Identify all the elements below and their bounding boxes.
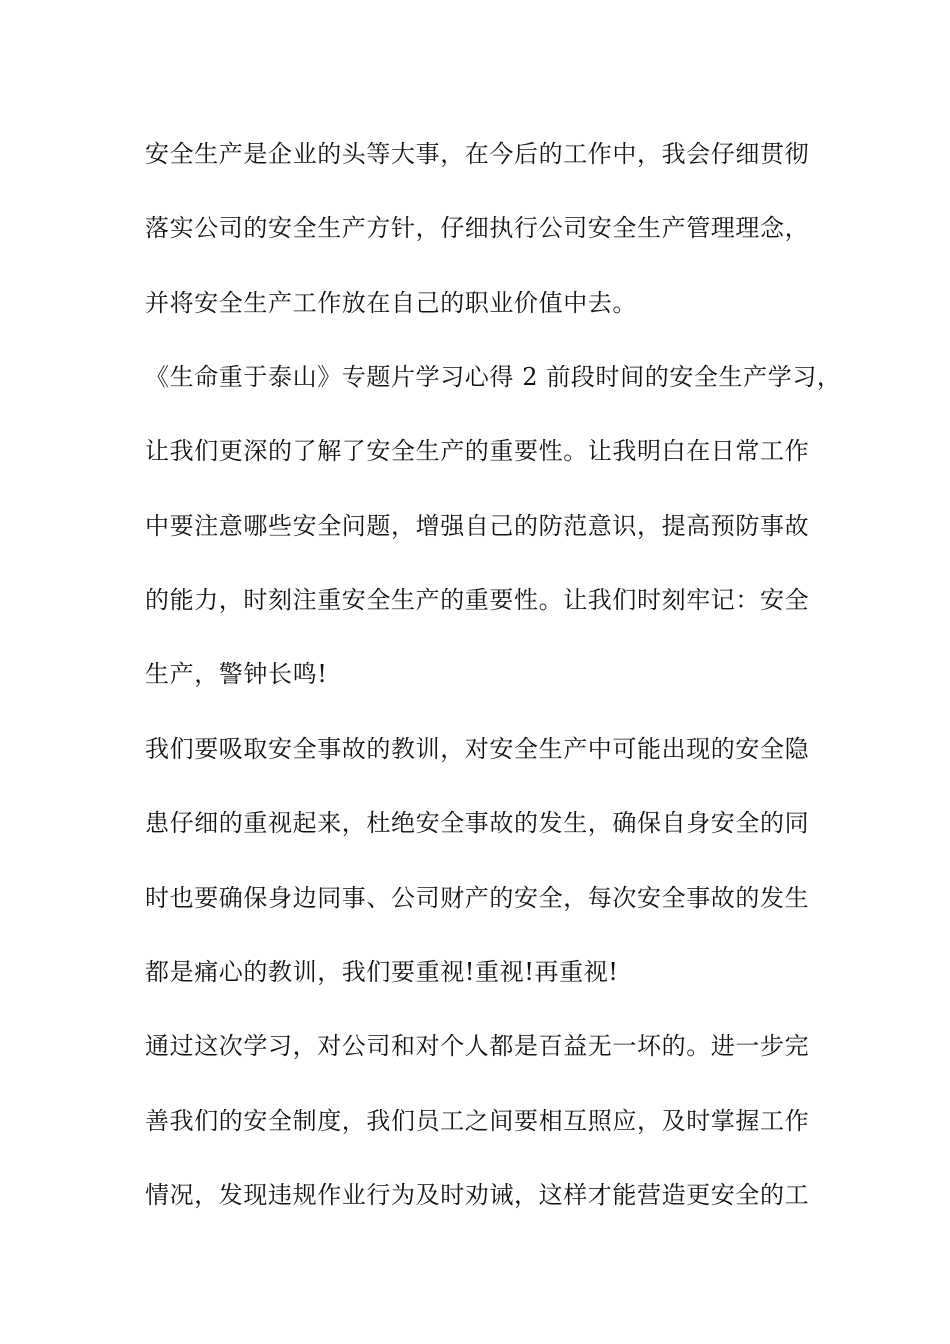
paragraph-line: 的能力，时刻注重安全生产的重要性。让我们时刻牢记：安全 xyxy=(145,586,810,614)
paragraph-line: 安全生产是企业的头等大事，在今后的工作中，我会仔细贯彻 xyxy=(145,140,810,168)
paragraph-line: 我们要吸取安全事故的教训，对安全生产中可能出现的安全隐 xyxy=(145,735,810,763)
paragraph-line: 中要注意哪些安全问题，增强自己的防范意识，提高预防事故 xyxy=(145,512,810,540)
paragraph-line: 通过这次学习，对公司和对个人都是百益无一坏的。进一步完 xyxy=(145,1032,810,1060)
paragraph-line: 落实公司的安全生产方针，仔细执行公司安全生产管理理念， xyxy=(145,214,810,242)
paragraph-line: 都是痛心的教训，我们要重视!重视!再重视! xyxy=(145,958,619,986)
paragraph-line: 患仔细的重视起来，杜绝安全事故的发生，确保自身安全的同 xyxy=(145,809,810,837)
paragraph-line: 时也要确保身边同事、公司财产的安全，每次安全事故的发生 xyxy=(145,884,810,912)
paragraph-line: 并将安全生产工作放在自己的职业价值中去。 xyxy=(145,289,637,317)
paragraph-line: 让我们更深的了解了安全生产的重要性。让我明白在日常工作 xyxy=(145,437,810,465)
paragraph-line: 善我们的安全制度，我们员工之间要相互照应，及时掌握工作 xyxy=(145,1107,810,1135)
paragraph-line: 情况，发现违规作业行为及时劝诫，这样才能营造更安全的工 xyxy=(145,1181,810,1209)
paragraph-line: 《生命重于泰山》专题片学习心得 2 前段时间的安全生产学习， xyxy=(145,363,842,391)
paragraph-line: 生产，警钟长鸣! xyxy=(145,660,328,688)
